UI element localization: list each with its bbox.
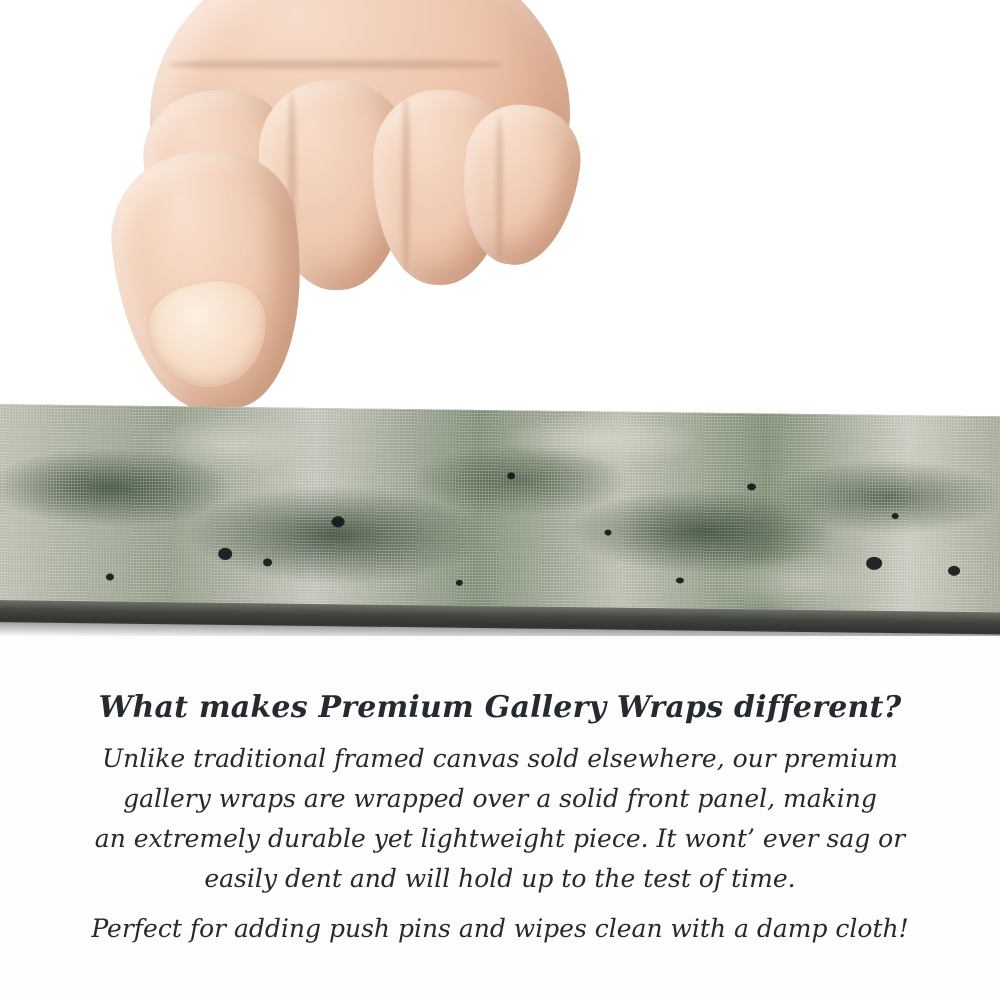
gallery-wrap-canvas-strip	[0, 404, 1000, 636]
caption-line: easily dent and will hold up to the test of time.	[204, 864, 796, 893]
canvas-speck	[332, 516, 345, 527]
canvas-speck	[456, 580, 463, 586]
canvas-artwork-surface	[0, 404, 1000, 621]
canvas-speck	[892, 513, 899, 519]
caption-closing-line: Perfect for adding push pins and wipes clean with a damp cloth!	[91, 914, 909, 943]
canvas-speck	[604, 530, 611, 536]
caption-block	[0, 690, 1000, 949]
caption-line: an extremely durable yet lightweight piece. It wont’ ever sag or	[94, 824, 906, 853]
canvas-speck	[866, 557, 882, 570]
canvas-speck	[106, 573, 114, 580]
caption-line: Unlike traditional framed canvas sold elsewhere, our premium	[102, 744, 898, 773]
canvas-speck	[747, 483, 756, 490]
finger-crease	[496, 115, 503, 260]
hand-illustration	[110, 0, 580, 410]
canvas-speck	[507, 472, 515, 479]
thumb	[103, 143, 315, 410]
canvas-speck	[263, 558, 272, 566]
canvas-speck	[948, 566, 960, 576]
finger-crease	[402, 98, 410, 273]
thumbnail	[141, 273, 275, 397]
canvas-speck	[218, 548, 232, 560]
canvas-speck	[676, 577, 684, 583]
caption-heading: What makes Premium Gallery Wraps different?	[98, 690, 902, 725]
canvas-weave-texture	[0, 404, 1000, 621]
hand-photo-area	[0, 0, 1000, 410]
caption-line: gallery wraps are wrapped over a solid front panel, making	[123, 784, 877, 813]
knuckle-crease	[170, 60, 500, 69]
